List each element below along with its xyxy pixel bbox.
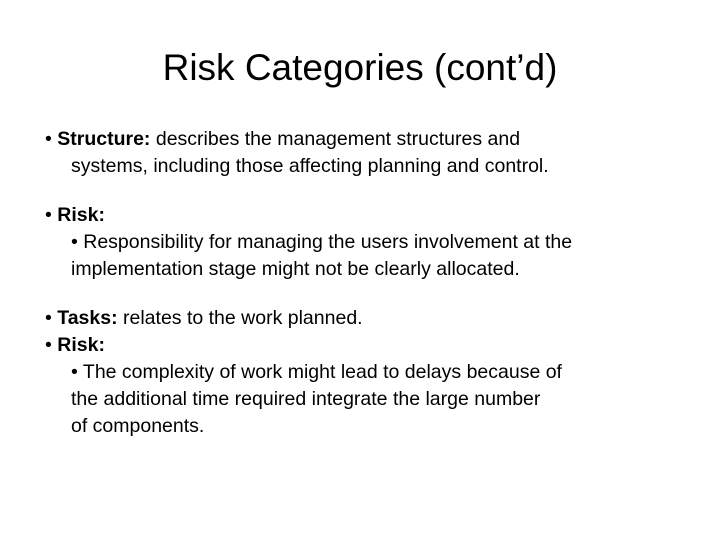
sub-bullet-marker: • <box>71 231 78 253</box>
risk2-text-line2: the additional time required integrate the large number <box>71 388 541 410</box>
slide-content <box>45 126 685 440</box>
risk-label: Risk: <box>57 204 105 226</box>
sub-bullet-marker: • <box>71 361 78 383</box>
risk-bullet-1 <box>45 202 685 283</box>
structure-text-line1: describes the management structures and <box>155 128 521 150</box>
risk1-text-line1: Responsibility for managing the users involvement at the <box>83 231 573 253</box>
risk1-text-line2: implementation stage might not be clearly allocated. <box>71 258 520 280</box>
risk-label: Risk: <box>57 334 105 356</box>
risk2-text-line3: of components. <box>71 415 205 437</box>
structure-bullet <box>45 126 685 180</box>
bullet-marker: • <box>45 334 52 356</box>
bullet-marker: • <box>45 204 52 226</box>
risk2-text-line1: The complexity of work might lead to delays because of <box>82 361 562 383</box>
bullet-marker: • <box>45 128 52 150</box>
tasks-bullet <box>45 305 685 332</box>
structure-text-line2: systems, including those affecting planning and control. <box>71 155 549 177</box>
structure-label: Structure: <box>57 128 151 150</box>
tasks-label: Tasks: <box>57 307 118 329</box>
slide-title: Risk Categories (cont’d) <box>162 47 558 88</box>
tasks-text: relates to the work planned. <box>123 307 363 329</box>
risk-bullet-2 <box>45 332 685 440</box>
bullet-marker: • <box>45 307 52 329</box>
